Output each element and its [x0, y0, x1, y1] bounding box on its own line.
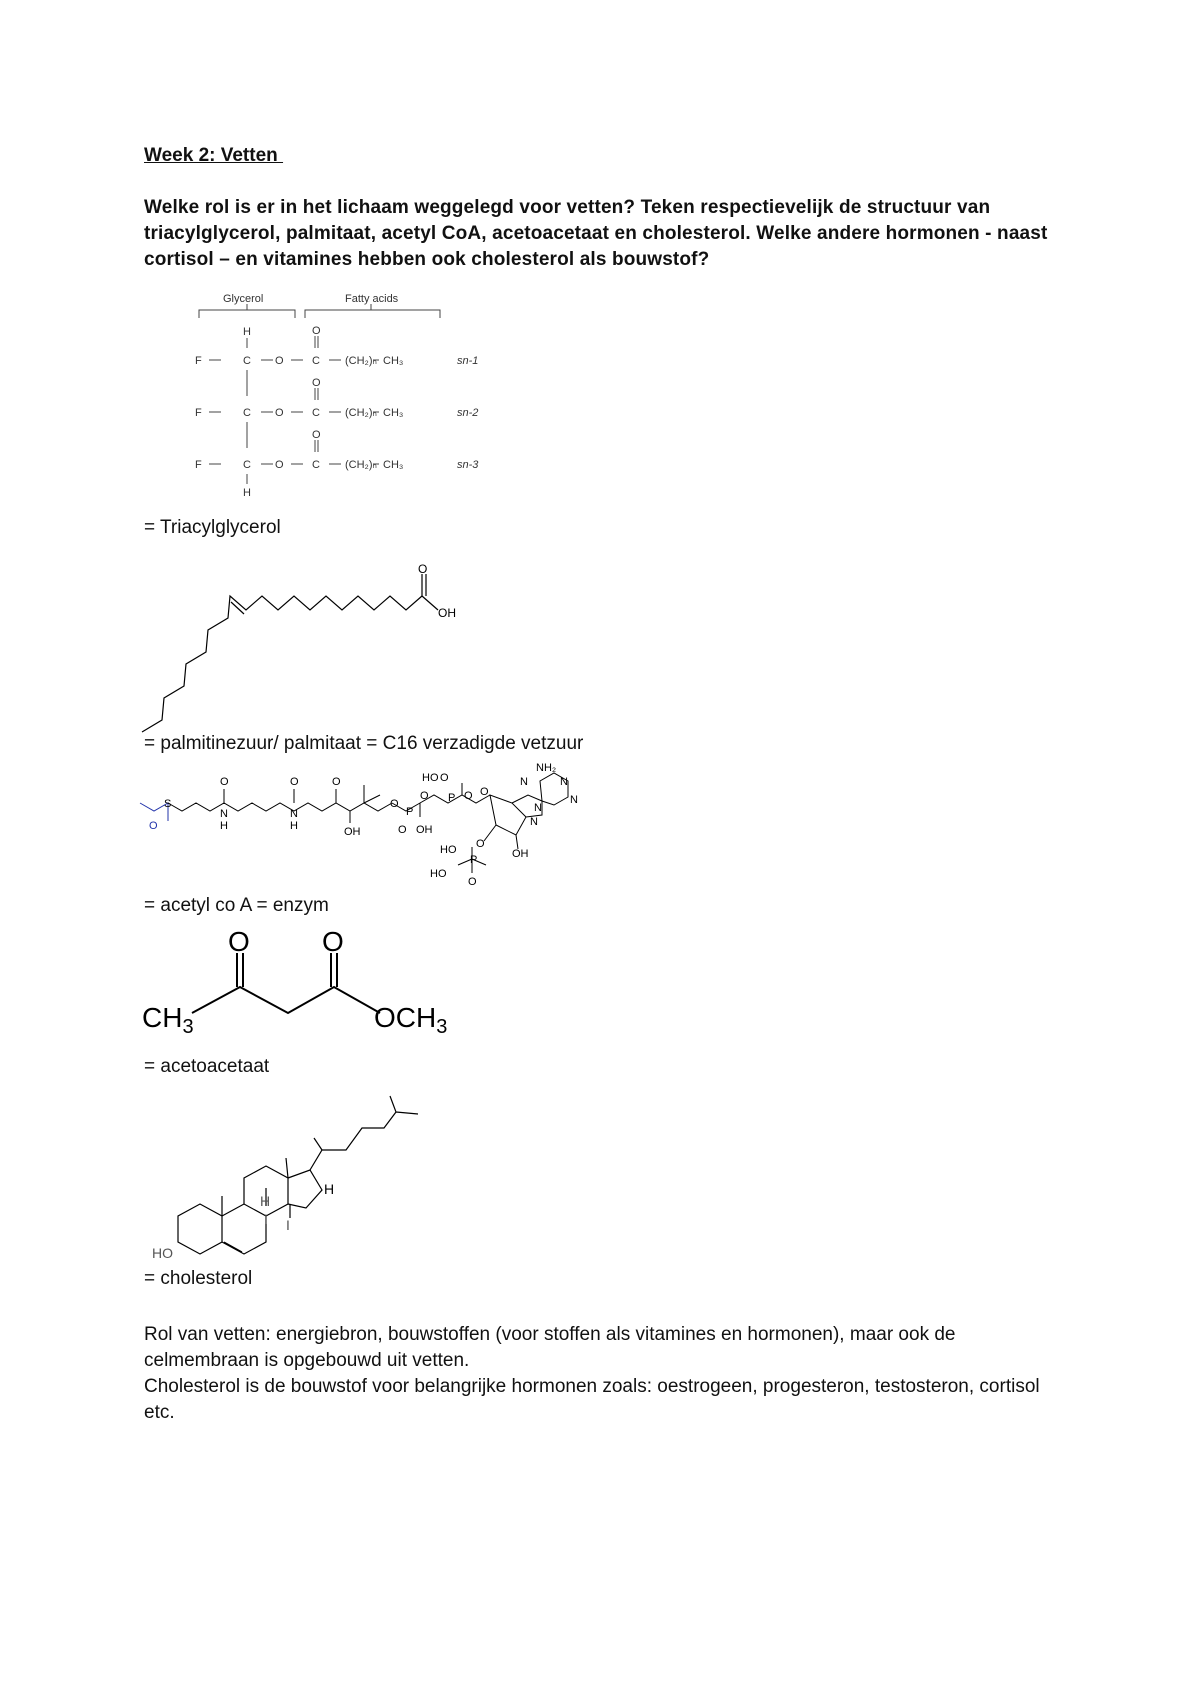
svg-text:O: O [468, 876, 477, 888]
svg-text:H: H [324, 1181, 335, 1197]
glycerol-label: Glycerol [223, 293, 264, 305]
svg-text:NH₂: NH₂ [536, 762, 557, 774]
svg-text:C: C [243, 407, 251, 419]
svg-text:O: O [332, 776, 341, 788]
svg-text:H: H [220, 820, 228, 832]
svg-text:N: N [220, 808, 228, 820]
svg-text:C: C [243, 355, 251, 367]
svg-text:N: N [570, 794, 578, 806]
svg-text:O: O [275, 459, 284, 471]
svg-text:HO: HO [430, 868, 447, 880]
svg-text:F: F [195, 355, 202, 367]
svg-text:I: I [286, 1217, 290, 1233]
svg-text:HO: HO [152, 1245, 173, 1261]
svg-text:H: H [243, 326, 251, 338]
palmitate-caption: = palmitinezuur/ palmitaat = C16 verzadigde vetzuur [144, 733, 584, 754]
svg-text:O: O [312, 325, 321, 337]
sn1-label: sn-1 [457, 355, 479, 367]
answer-line-1: Rol van vetten: energiebron, bouwstoffen (voor stoffen als vitamines en hormonen), maar ook de celmembraan is opgebouwd uit vetten. [144, 1324, 956, 1371]
svg-text:O: O [312, 429, 321, 441]
svg-text:O: O [480, 786, 489, 798]
svg-text:O: O [322, 926, 344, 957]
cholesterol-caption: = cholesterol [144, 1268, 253, 1289]
svg-text:(CH₂)ₙ: (CH₂)ₙ [345, 355, 377, 367]
svg-text:CH₃: CH₃ [383, 355, 404, 367]
svg-text:C: C [312, 459, 320, 471]
svg-text:OCH3: $OCH_3$ [374, 1002, 448, 1038]
svg-text:N: N [520, 776, 528, 788]
svg-text:N: N [290, 808, 298, 820]
svg-text:I: I [264, 1211, 268, 1227]
palmitate-structure [140, 560, 470, 735]
svg-text:O: O [275, 407, 284, 419]
fatty-acids-label: Fatty acids [345, 293, 399, 305]
acetyl-coa-structure [140, 755, 578, 905]
answer-line-2: Cholesterol is de bouwstof voor belangrijke hormonen zoals: oestrogeen, progesteron, testosteron, cortisol etc. [144, 1376, 1040, 1423]
svg-text:O: O [476, 838, 485, 850]
svg-text:CH₃: CH₃ [383, 459, 404, 471]
svg-text:O: O [228, 926, 250, 957]
svg-text:O: O [149, 820, 158, 832]
svg-text:S: S [164, 798, 172, 810]
svg-text:N: N [530, 816, 538, 828]
svg-text:O: O [440, 772, 449, 784]
svg-text:C: C [312, 407, 320, 419]
page-title: Week 2: Vetten [144, 145, 284, 166]
svg-text:N: N [560, 776, 568, 788]
triacylglycerol-structure [195, 290, 495, 510]
svg-text:O: O [275, 355, 284, 367]
svg-text:N: N [534, 802, 542, 814]
svg-text:O: O [390, 798, 399, 810]
svg-text:O: O [290, 776, 299, 788]
answer-text [144, 1322, 1044, 1426]
svg-text:CH₃: CH₃ [383, 407, 404, 419]
cholesterol-structure [150, 1090, 430, 1265]
svg-text:O: O [398, 824, 407, 836]
svg-text:O: O [420, 790, 429, 802]
svg-text:F: F [195, 407, 202, 419]
svg-text:H: H [260, 1193, 271, 1209]
svg-text:P: P [448, 792, 456, 804]
acetyl-coa-caption: = acetyl co A = enzym [144, 895, 329, 916]
svg-text:H: H [243, 487, 251, 499]
svg-text:OH: OH [438, 606, 456, 620]
sn3-label: sn-3 [457, 459, 479, 471]
svg-text:HO: HO [440, 844, 457, 856]
svg-text:P: P [470, 854, 478, 866]
question-text: Welke rol is er in het lichaam weggelegd voor vetten? Teken respectievelijk de structuur van triacylglycerol, palmitaat, acetyl CoA, acetoacetaat en cholesterol. Welke andere hormonen - naast cortisol – en vitamines hebben ook cholesterol als bouwstof? [144, 197, 1048, 270]
svg-text:(CH₂)ₙ: (CH₂)ₙ [345, 407, 377, 419]
acetoacetate-caption: = acetoacetaat [144, 1056, 270, 1077]
svg-text:OH: OH [344, 826, 361, 838]
triacylglycerol-caption: = Triacylglycerol [144, 517, 281, 538]
svg-text:CH3: $CH_3$ [142, 1002, 194, 1038]
svg-text:C: C [312, 355, 320, 367]
svg-text:C: C [243, 459, 251, 471]
svg-text:P: P [406, 806, 414, 818]
svg-text:O: O [418, 562, 428, 576]
svg-text:(CH₂)ₙ: (CH₂)ₙ [345, 459, 377, 471]
svg-text:H: H [290, 820, 298, 832]
acetoacetate-structure [140, 925, 470, 1038]
svg-text:HO: HO [422, 772, 439, 784]
svg-text:OH: OH [416, 824, 433, 836]
svg-text:O: O [312, 377, 321, 389]
svg-text:F: F [195, 459, 202, 471]
svg-text:O: O [220, 776, 229, 788]
sn2-label: sn-2 [457, 407, 479, 419]
svg-text:OH: OH [512, 848, 529, 860]
svg-text:O: O [464, 790, 473, 802]
